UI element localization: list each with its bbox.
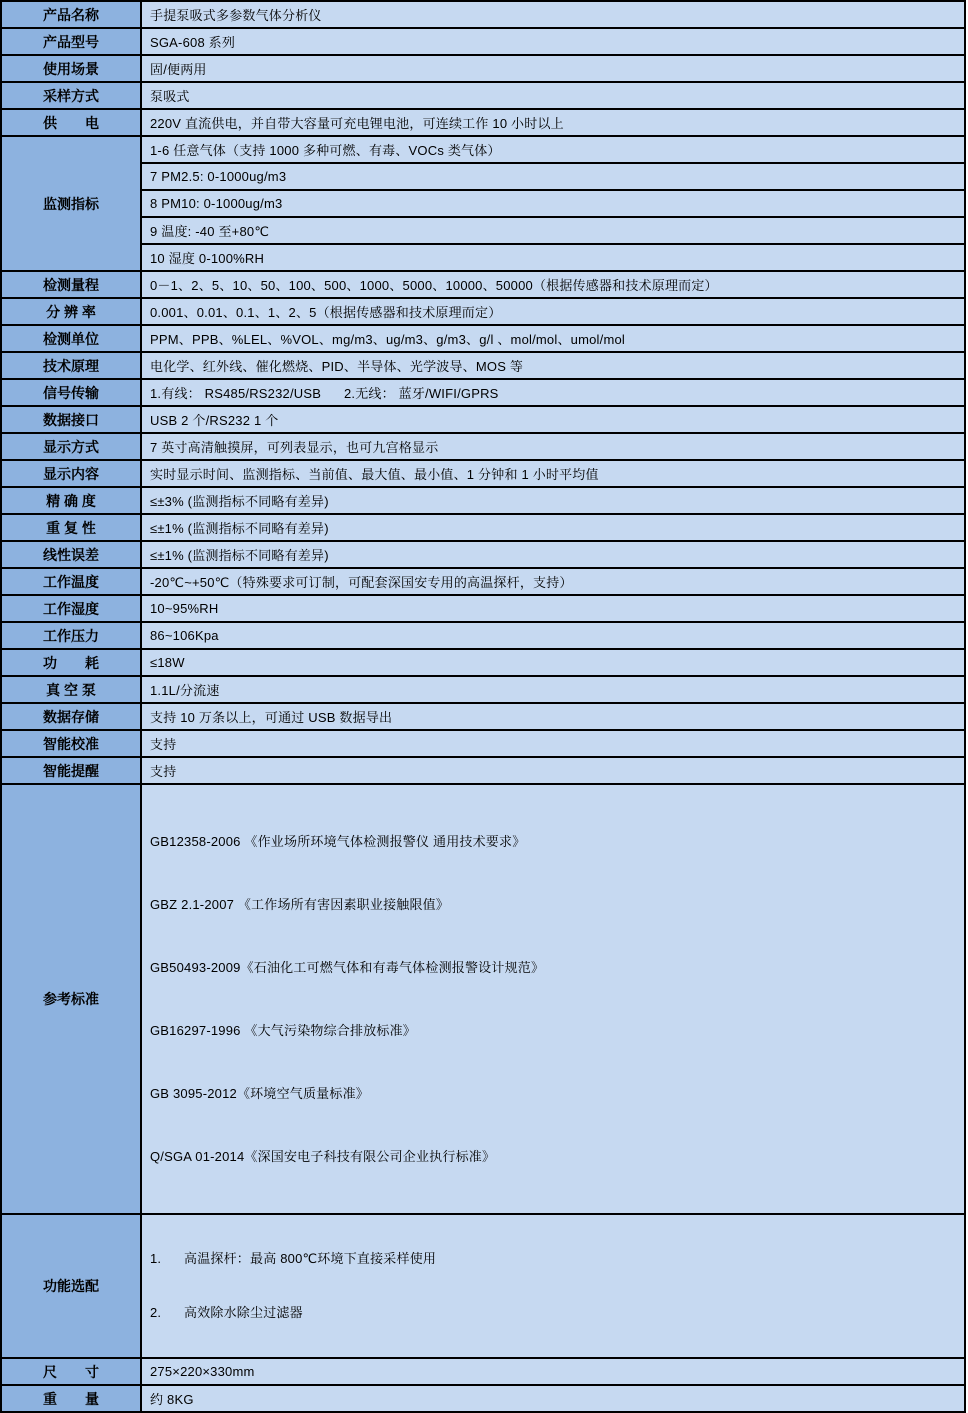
row-dimensions bbox=[1, 1358, 965, 1385]
label-sampling-method: 采样方式 bbox=[1, 82, 141, 109]
label-product-name: 产品名称 bbox=[1, 1, 141, 28]
standard-line-3: GB50493-2009《石油化工可燃气体和有毒气体检测报警设计规范》 bbox=[150, 960, 545, 975]
optional-function-2-text: 高效除水除尘过滤器 bbox=[184, 1305, 303, 1320]
row-product-name bbox=[1, 1, 965, 28]
value-data-storage: 支持 10 万条以上，可通过 USB 数据导出 bbox=[141, 703, 965, 730]
label-resolution: 分 辨 率 bbox=[1, 298, 141, 325]
value-power-supply: 220V 直流供电，并自带大容量可充电锂电池，可连续工作 10 小时以上 bbox=[141, 109, 965, 136]
label-dimensions: 尺 寸 bbox=[1, 1358, 141, 1385]
label-signal-transmission: 信号传输 bbox=[1, 379, 141, 406]
standard-line-5: GB 3095-2012《环境空气质量标准》 bbox=[150, 1086, 369, 1101]
value-sampling-method: 泵吸式 bbox=[141, 82, 965, 109]
label-weight: 重 量 bbox=[1, 1385, 141, 1412]
label-linearity-error: 线性误差 bbox=[1, 541, 141, 568]
value-product-name: 手提泵吸式多参数气体分析仪 bbox=[141, 1, 965, 28]
label-working-humidity: 工作湿度 bbox=[1, 595, 141, 622]
label-vacuum-pump: 真 空 泵 bbox=[1, 676, 141, 703]
row-product-model bbox=[1, 28, 965, 55]
value-signal-transmission: 1.有线： RS485/RS232/USB 2.无线： 蓝牙/WIFI/GPRS bbox=[141, 379, 965, 406]
label-power-consumption: 功 耗 bbox=[1, 649, 141, 676]
row-working-humidity bbox=[1, 595, 965, 622]
value-technical-principle: 电化学、红外线、催化燃烧、PID、半导体、光学波导、MOS 等 bbox=[141, 352, 965, 379]
label-working-pressure: 工作压力 bbox=[1, 622, 141, 649]
label-power-supply: 供 电 bbox=[1, 109, 141, 136]
row-power-supply bbox=[1, 109, 965, 136]
value-vacuum-pump: 1.1L/分流速 bbox=[141, 676, 965, 703]
optional-function-1 bbox=[150, 1247, 960, 1271]
row-linearity-error bbox=[1, 541, 965, 568]
label-monitor-indicators: 监测指标 bbox=[1, 136, 141, 271]
value-display-content: 实时显示时间、监测指标、当前值、最大值、最小值、1 分钟和 1 小时平均值 bbox=[141, 460, 965, 487]
row-monitor-indicators-3 bbox=[1, 190, 965, 217]
row-display-mode bbox=[1, 433, 965, 460]
value-monitor-indicator-5: 10 湿度 0-100%RH bbox=[141, 244, 965, 271]
label-display-content: 显示内容 bbox=[1, 460, 141, 487]
row-power-consumption bbox=[1, 649, 965, 676]
label-data-interface: 数据接口 bbox=[1, 406, 141, 433]
row-smart-reminder bbox=[1, 757, 965, 784]
row-smart-calibration bbox=[1, 730, 965, 757]
label-display-mode: 显示方式 bbox=[1, 433, 141, 460]
row-detection-range bbox=[1, 271, 965, 298]
value-working-pressure: 86~106Kpa bbox=[141, 622, 965, 649]
row-sampling-method bbox=[1, 82, 965, 109]
optional-function-1-number: 1. bbox=[150, 1251, 162, 1266]
value-monitor-indicator-4: 9 温度: -40 至+80℃ bbox=[141, 217, 965, 244]
value-optional-functions bbox=[141, 1214, 965, 1358]
row-weight bbox=[1, 1385, 965, 1412]
label-reference-standards: 参考标准 bbox=[1, 784, 141, 1214]
row-vacuum-pump bbox=[1, 676, 965, 703]
optional-function-1-text: 高温探杆：最高 800℃环境下直接采样使用 bbox=[184, 1251, 437, 1266]
label-usage-scene: 使用场景 bbox=[1, 55, 141, 82]
value-reference-standards bbox=[141, 784, 965, 1214]
value-product-model: SGA-608 系列 bbox=[141, 28, 965, 55]
row-data-interface bbox=[1, 406, 965, 433]
label-smart-reminder: 智能提醒 bbox=[1, 757, 141, 784]
label-detection-range: 检测量程 bbox=[1, 271, 141, 298]
value-monitor-indicator-1: 1-6 任意气体（支持 1000 多种可燃、有毒、VOCs 类气体） bbox=[141, 136, 965, 163]
standard-line-1: GB12358-2006 《作业场所环境气体检测报警仪 通用技术要求》 bbox=[150, 834, 526, 849]
label-repeatability: 重 复 性 bbox=[1, 514, 141, 541]
label-working-temperature: 工作温度 bbox=[1, 568, 141, 595]
value-resolution: 0.001、0.01、0.1、1、2、5（根据传感器和技术原理而定） bbox=[141, 298, 965, 325]
label-accuracy: 精 确 度 bbox=[1, 487, 141, 514]
row-optional-functions bbox=[1, 1214, 965, 1358]
value-repeatability: ≤±1% (监测指标不同略有差异) bbox=[141, 514, 965, 541]
standard-line-6: Q/SGA 01-2014《深国安电子科技有限公司企业执行标准》 bbox=[150, 1149, 496, 1164]
value-detection-unit: PPM、PPB、%LEL、%VOL、mg/m3、ug/m3、g/m3、g/l 、mol/mol、umol/mol bbox=[141, 325, 965, 352]
value-weight: 约 8KG bbox=[141, 1385, 965, 1412]
row-working-temperature bbox=[1, 568, 965, 595]
value-monitor-indicator-3: 8 PM10: 0-1000ug/m3 bbox=[141, 190, 965, 217]
label-detection-unit: 检测单位 bbox=[1, 325, 141, 352]
row-monitor-indicators-5 bbox=[1, 244, 965, 271]
row-usage-scene bbox=[1, 55, 965, 82]
row-resolution bbox=[1, 298, 965, 325]
row-signal-transmission bbox=[1, 379, 965, 406]
row-detection-unit bbox=[1, 325, 965, 352]
row-data-storage bbox=[1, 703, 965, 730]
value-smart-calibration: 支持 bbox=[141, 730, 965, 757]
value-data-interface: USB 2 个/RS232 1 个 bbox=[141, 406, 965, 433]
row-repeatability bbox=[1, 514, 965, 541]
optional-function-2-number: 2. bbox=[150, 1305, 162, 1320]
standard-line-4: GB16297-1996 《大气污染物综合排放标准》 bbox=[150, 1023, 416, 1038]
label-technical-principle: 技术原理 bbox=[1, 352, 141, 379]
optional-function-2 bbox=[150, 1301, 960, 1325]
value-detection-range: 0－1、2、5、10、50、100、500、1000、5000、10000、50000（根据传感器和技术原理而定） bbox=[141, 271, 965, 298]
row-monitor-indicators-4 bbox=[1, 217, 965, 244]
row-display-content bbox=[1, 460, 965, 487]
value-working-humidity: 10~95%RH bbox=[141, 595, 965, 622]
value-display-mode: 7 英寸高清触摸屏，可列表显示，也可九宫格显示 bbox=[141, 433, 965, 460]
label-product-model: 产品型号 bbox=[1, 28, 141, 55]
label-smart-calibration: 智能校准 bbox=[1, 730, 141, 757]
row-working-pressure bbox=[1, 622, 965, 649]
row-technical-principle bbox=[1, 352, 965, 379]
row-accuracy bbox=[1, 487, 965, 514]
value-dimensions: 275×220×330mm bbox=[141, 1358, 965, 1385]
value-monitor-indicator-2: 7 PM2.5: 0-1000ug/m3 bbox=[141, 163, 965, 190]
standard-line-2: GBZ 2.1-2007 《工作场所有害因素职业接触限值》 bbox=[150, 897, 450, 912]
label-optional-functions: 功能选配 bbox=[1, 1214, 141, 1358]
row-reference-standards bbox=[1, 784, 965, 1214]
value-smart-reminder: 支持 bbox=[141, 757, 965, 784]
value-linearity-error: ≤±1% (监测指标不同略有差异) bbox=[141, 541, 965, 568]
row-monitor-indicators-1 bbox=[1, 136, 965, 163]
value-accuracy: ≤±3% (监测指标不同略有差异) bbox=[141, 487, 965, 514]
value-usage-scene: 固/便两用 bbox=[141, 55, 965, 82]
label-data-storage: 数据存储 bbox=[1, 703, 141, 730]
value-working-temperature: -20℃~+50℃（特殊要求可订制，可配套深国安专用的高温探杆，支持） bbox=[141, 568, 965, 595]
value-power-consumption: ≤18W bbox=[141, 649, 965, 676]
row-monitor-indicators-2 bbox=[1, 163, 965, 190]
